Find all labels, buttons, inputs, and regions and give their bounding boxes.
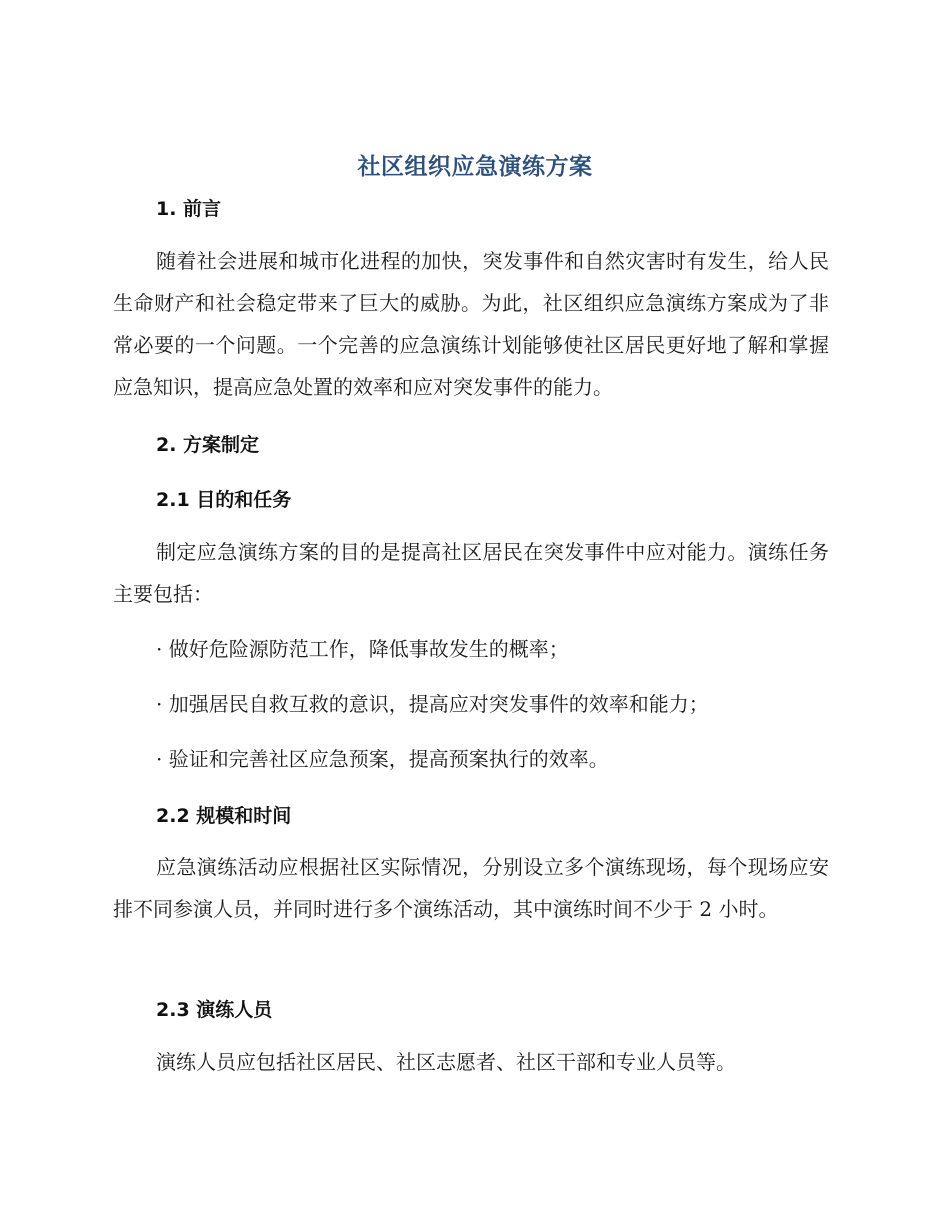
section-heading-personnel: 2.3 演练人员 [156,999,273,1021]
preface-paragraph: 随着社会进展和城市化进程的加快，突发事件和自然灾害时有发生，给人民生命财产和社会稳定带来了巨大的威胁。为此，社区组织应急演练方案成为了非常必要的一个问题。一个完善的应急演练计划能够使社区居民更好地了解和掌握应急知识，提高应急处置的效率和应对突发事件的能力。 [113,249,829,399]
personnel-paragraph: 演练人员应包括社区居民、社区志愿者、社区干部和专业人员等。 [156,1050,736,1074]
scale-paragraph: 应急演练活动应根据社区实际情况，分别设立多个演练现场，每个现场应安排不同参演人员，并同时进行多个演练活动，其中演练时间不少于 2 小时。 [113,855,829,921]
section-heading-plan: 2. 方案制定 [156,434,260,456]
task-bullet-3: · 验证和完善社区应急预案，提高预案执行的效率。 [156,747,609,771]
task-bullet-1: · 做好危险源防范工作，降低事故发生的概率； [156,637,569,661]
section-heading-scale: 2.2 规模和时间 [156,805,292,827]
section-heading-purpose: 2.1 目的和任务 [156,489,292,511]
purpose-paragraph: 制定应急演练方案的目的是提高社区居民在突发事件中应对能力。演练任务主要包括： [113,540,829,606]
section-heading-preface: 1. 前言 [156,198,222,220]
document-title: 社区组织应急演练方案 [357,154,593,180]
task-bullet-2: · 加强居民自救互救的意识，提高应对突发事件的效率和能力； [156,692,709,716]
